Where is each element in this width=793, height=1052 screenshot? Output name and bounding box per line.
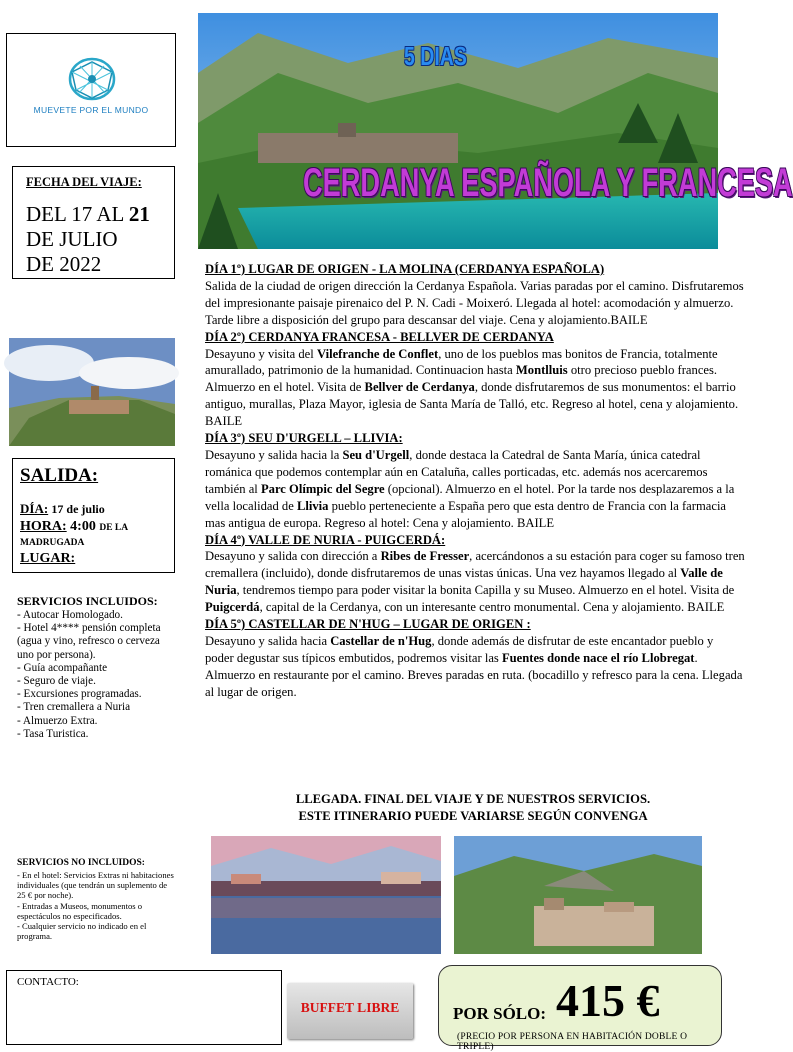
place-name: Bellver de Cerdanya bbox=[364, 380, 475, 395]
trip-date-box bbox=[12, 166, 175, 279]
trip-date-text bbox=[26, 202, 150, 277]
village-hill-image bbox=[9, 338, 175, 446]
text-span: otro precioso pueblo frances. Almuerzo en el hotel. Visita de bbox=[205, 363, 718, 395]
text-span: , uno de los pueblos mas bonitos de Francia, totalmente amurallado, patrimonio de la humanidad. Continuacion hasta bbox=[205, 346, 718, 378]
list-item: - Hotel 4**** pensión completa (agua y vino, refresco o cerveza uno por persona). bbox=[17, 622, 161, 661]
place-name: Parc Olímpic del Segre bbox=[260, 481, 385, 496]
hero-image bbox=[198, 13, 793, 249]
logo-tagline: MUEVETE POR EL MUNDO bbox=[33, 105, 149, 115]
day4-text bbox=[205, 548, 745, 616]
logo-box bbox=[6, 33, 176, 147]
list-item: - Autocar Homologado. bbox=[17, 609, 123, 621]
price-value: 415 € bbox=[556, 975, 660, 1026]
lake-town-image bbox=[211, 836, 441, 954]
list-item: - Tren cremallera a Nuria bbox=[17, 701, 131, 714]
place-name: Seu d'Urgell bbox=[342, 447, 410, 462]
text-span: . Almuerzo en restaurante por el camino. Breves paradas en ruta. (bocadillo y refresco para la cena. Llegada al lugar de origen. bbox=[205, 650, 743, 699]
departure-title: SALIDA: bbox=[20, 465, 99, 486]
list-item: - Entradas a Museos, monumentos o espectáculos no especificados. bbox=[17, 900, 143, 921]
contact-label: CONTACTO: bbox=[17, 976, 79, 988]
days-badge: 5 DIAS bbox=[404, 41, 467, 71]
list-item: - Seguro de viaje. bbox=[17, 675, 96, 688]
day2-title: DÍA 2º) CERDANYA FRANCESA - BELLVER DE CERDANYA bbox=[205, 329, 554, 344]
day2-text bbox=[205, 346, 745, 431]
departure-time bbox=[20, 519, 128, 535]
price-note: (PRECIO POR PERSONA EN HABITACIÓN DOBLE O TRIPLE) bbox=[457, 1032, 688, 1052]
day3-text bbox=[205, 447, 745, 532]
place-name: Puigcerdá bbox=[205, 600, 260, 615]
day1-text: Salida de la ciudad de origen dirección la Cerdanya Española. Varias paradas por el camino. Disfrutaremos del impresionante paisaje pirenaico del P. N. Cadi - Moixeró. Llegada al hotel: acomodación y almuerzo. Tarde libre a disposición del grupo para descansar del viaje. Cena y alojamiento.BAILE bbox=[205, 278, 744, 327]
services-included-title: SERVICIOS INCLUIDOS: bbox=[17, 594, 158, 608]
departure-day-label: DÍA: bbox=[20, 501, 49, 516]
place-name: Llivia bbox=[296, 498, 329, 513]
mountain-village-photo bbox=[454, 836, 702, 954]
departure-day-value: 17 de julio bbox=[51, 502, 105, 516]
place-name: Valle de Nuria bbox=[205, 566, 723, 598]
list-item: - En el hotel: Servicios Extras ni habitaciones individuales (que tendrán un suplemento de 25 € por noche). bbox=[17, 870, 174, 901]
mountain-village-image bbox=[454, 836, 702, 954]
list-item: - Almuerzo Extra. bbox=[17, 714, 98, 727]
text-span: , acercándonos a su estación para coger su famoso tren cremallera (incluido), donde disfrutaremos de unas vistas únicas. Una vez hayamos llegado al bbox=[205, 549, 745, 581]
trip-date-line1: DEL 17 AL bbox=[26, 202, 124, 226]
services-included-list bbox=[17, 609, 175, 741]
list-item: - Excursiones programadas. bbox=[17, 688, 142, 701]
departure-day bbox=[20, 501, 105, 517]
trip-date-line3: DE 2022 bbox=[26, 252, 102, 276]
text-span: Desayuno y salida hacia la bbox=[205, 447, 343, 462]
departure-time-label: HORA: bbox=[20, 519, 67, 534]
village-hill-photo bbox=[9, 338, 175, 446]
price-box bbox=[438, 965, 722, 1052]
text-span: Desayuno y salida hacia bbox=[205, 633, 331, 648]
text-span: pueblo perteneciente a España pero que esta dentro de Francia con la farmacia mas antigua de europa. Regreso al hotel: Cena y alojamiento. BAILE bbox=[205, 498, 727, 530]
hero-title: CERDANYA ESPAÑOLA Y FRANCESA bbox=[303, 161, 793, 205]
day1-title: DÍA 1º) LUGAR DE ORIGEN - LA MOLINA (CERDANYA ESPAÑOLA) bbox=[205, 262, 605, 276]
text-span: Desayuno y visita del bbox=[205, 346, 317, 361]
buffet-badge bbox=[287, 983, 413, 1039]
text-span: , donde destaca la Catedral de Santa María, única catedral románica que podemos contemplar aún en Cataluña, calles porticadas, etc. además nos acercaremos también al bbox=[205, 447, 708, 496]
globe-network-icon bbox=[62, 54, 122, 104]
place-name: Montlluis bbox=[515, 363, 568, 378]
services-not-included-list bbox=[17, 870, 177, 941]
trip-date-day-end: 21 bbox=[128, 202, 150, 226]
services-not-included-title: SERVICIOS NO INCLUIDOS: bbox=[17, 858, 145, 868]
contact-box bbox=[6, 970, 282, 1045]
text-span: (opcional). Almuerzo en el hotel. Por la tarde nos desplazaremos a la vella localidad de bbox=[205, 481, 735, 513]
text-span: , donde disfrutaremos de sus monumentos: el barrio antiguo, murallas, Plaza Mayor, iglesia de Santa María de Talló, etc. Regreso al hotel, cena y alojamiento. BAILE bbox=[205, 380, 739, 429]
day3-title: DÍA 3º) SEU D'URGELL – LLIVIA: bbox=[205, 431, 403, 446]
text-span: , capital de la Cerdanya, con un interesante centro monumental. Cena y alojamiento. BAILE bbox=[259, 600, 725, 615]
day5-text bbox=[205, 633, 745, 701]
place-name: Ribes de Fresser bbox=[380, 549, 470, 564]
departure-place-label: LUGAR: bbox=[20, 551, 76, 566]
price-label: POR SÓLO: bbox=[453, 1004, 547, 1023]
trip-date-label: FECHA DEL VIAJE: bbox=[26, 175, 142, 189]
place-name: Fuentes donde nace el río Llobregat bbox=[501, 650, 695, 665]
place-name: Castellar de n'Hug bbox=[330, 633, 432, 648]
text-span: Desayuno y salida con dirección a bbox=[205, 549, 381, 564]
closing-note bbox=[205, 791, 741, 825]
departure-time-value: 4:00 bbox=[70, 519, 96, 534]
day5-title: DÍA 5º) CASTELLAR DE N'HUG – LUGAR DE ORIGEN : bbox=[205, 617, 531, 632]
closing-line1: LLEGADA. FINAL DEL VIAJE Y DE NUESTROS SERVICIOS. bbox=[295, 792, 651, 806]
day4-title: DÍA 4º) VALLE DE NURIA - PUIGCERDÁ: bbox=[205, 532, 446, 547]
trip-date-line2: DE JULIO bbox=[26, 227, 118, 251]
departure-time-suffix2: MADRUGADA bbox=[20, 538, 85, 548]
closing-line2: ESTE ITINERARIO PUEDE VARIARSE SEGÚN CONVENGA bbox=[298, 809, 648, 823]
lake-town-photo bbox=[211, 836, 441, 954]
text-span: , tendremos tiempo para poder visitar la bonita Capilla y su Museo. Almuerzo en el hotel. Visita de bbox=[236, 583, 735, 598]
list-item: - Cualquier servicio no indicado en el programa. bbox=[17, 921, 147, 942]
buffet-label: BUFFET LIBRE bbox=[300, 1000, 400, 1015]
list-item: - Tasa Turistica. bbox=[17, 727, 89, 740]
itinerary bbox=[205, 261, 745, 701]
text-span: , donde además de disfrutar de este encantador pueblo y poder degustar sus típicos embutidos, podremos visitar las bbox=[205, 633, 714, 665]
list-item: - Guía acompañante bbox=[17, 661, 108, 674]
departure-time-suffix: DE LA bbox=[99, 523, 129, 533]
departure-box bbox=[12, 458, 175, 573]
place-name: Vilefranche de Conflet bbox=[316, 346, 439, 361]
